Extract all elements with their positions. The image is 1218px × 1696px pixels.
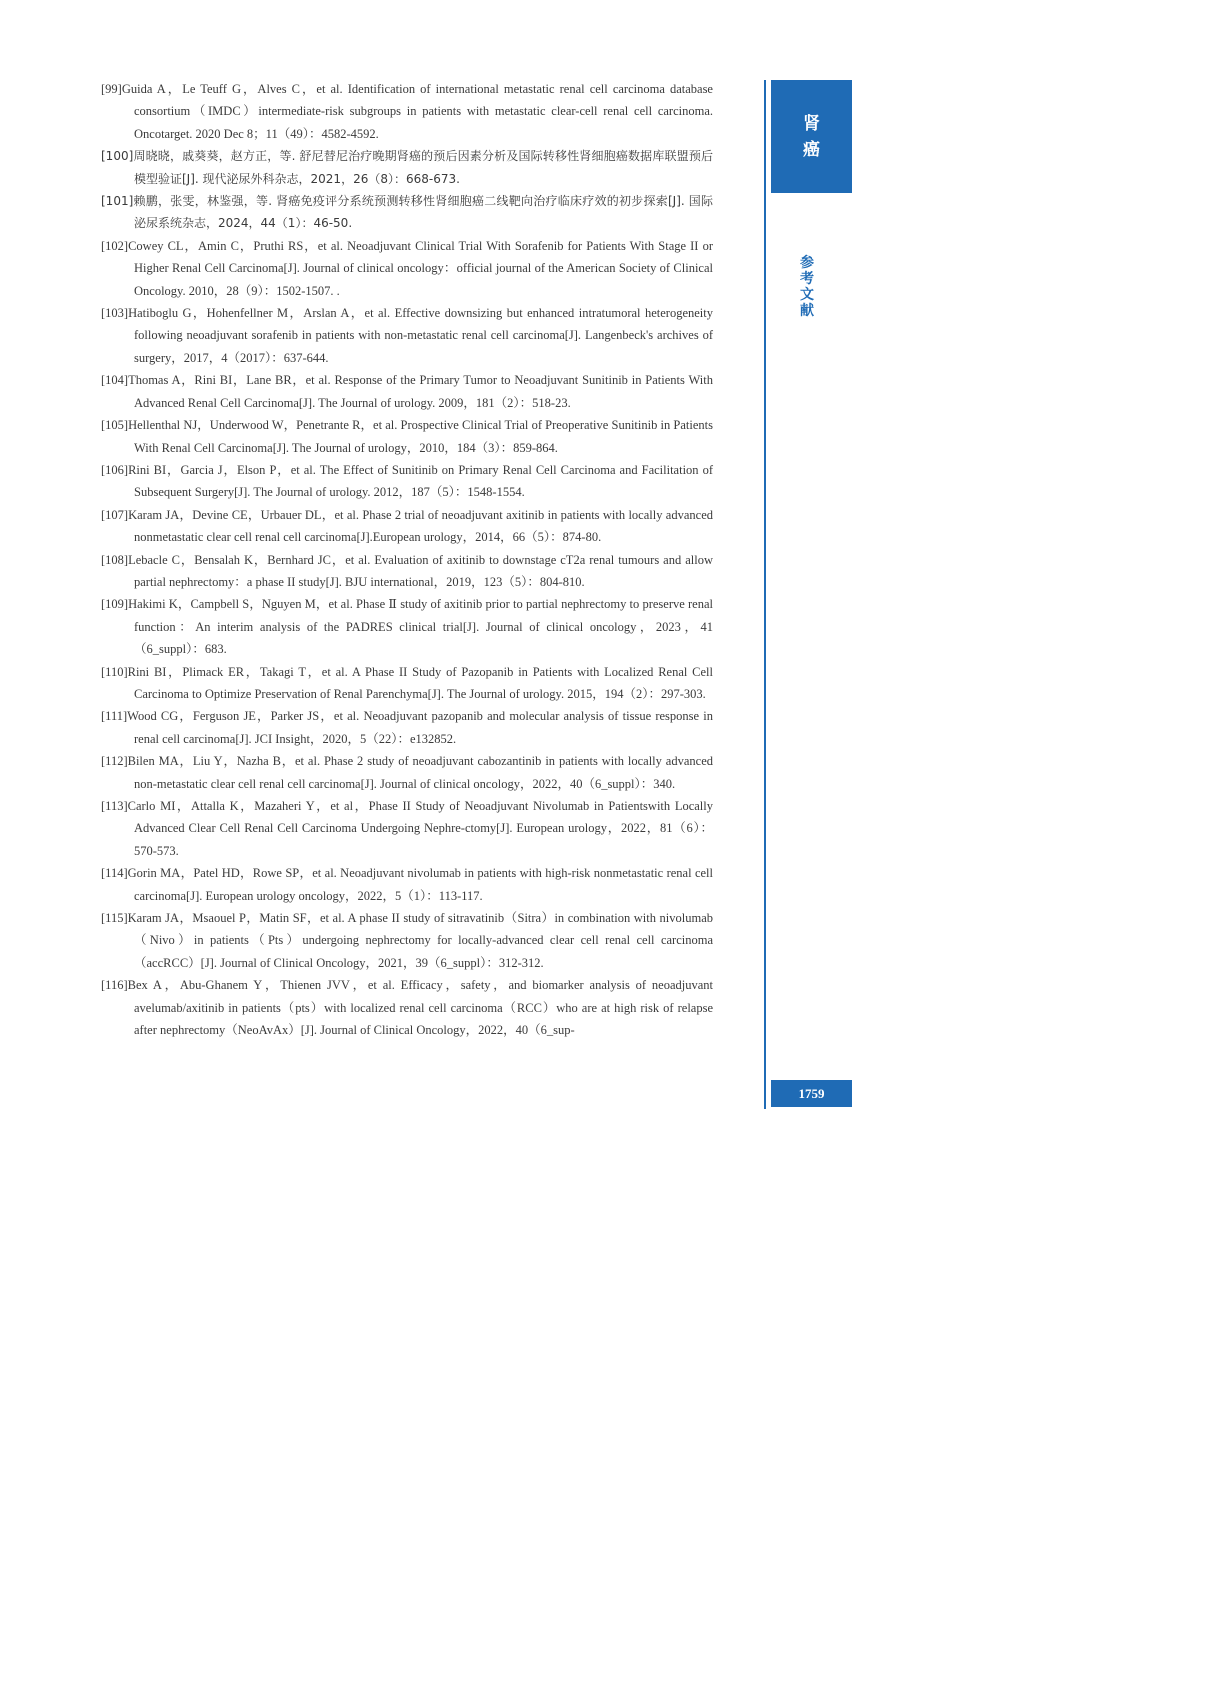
reference-item <box>101 78 713 145</box>
reference-item <box>101 190 713 235</box>
reference-number: [102] <box>101 238 129 253</box>
reference-number: [114] <box>101 866 128 881</box>
reference-text: Carlo MI，Attalla K，Mazaheri Y，et al，Phase II Study of Neoadjuvant Nivolumab in Patientswith Locally Advanced Clear Cell Renal Cell Carcinoma Undergoing Nephre-ctomy[J]. European urology，2022，81（6）：570-573. <box>127 799 713 858</box>
reference-item <box>101 414 713 459</box>
reference-item <box>101 145 713 190</box>
reference-number: [99] <box>101 82 122 96</box>
reference-text: Hatiboglu G，Hohenfellner M，Arslan A，et al. Effective downsizing but enhanced intratumoral heterogeneity following neoadjuvant sorafenib in patients with non-metastatic renal cell carcinoma[J]. Langenbeck's archives of surgery，2017，4（2017）：637-644. <box>128 306 713 365</box>
reference-text: Hakimi K，Campbell S，Nguyen M，et al. Phase Ⅱ study of axitinib prior to partial nephrectomy to preserve renal function：An interim analysis of the PADRES clinical trial[J]. Journal of clinical oncology，2023，41（6_suppl）：683. <box>128 597 713 657</box>
reference-number: [112] <box>101 754 128 769</box>
reference-item <box>101 504 713 549</box>
reference-text: Lebacle C，Bensalah K，Bernhard JC，et al. Evaluation of axitinib to downstage cT2a renal tumours and allow partial nephrectomy：a phase II study[J]. BJU international，2019，123（5）：804-810. <box>128 552 713 589</box>
reference-item <box>101 459 713 504</box>
category-tab <box>771 80 852 193</box>
category-label-top: 肾 <box>803 113 820 134</box>
reference-item <box>101 750 713 795</box>
reference-item <box>101 593 713 660</box>
page-number: 1759 <box>771 1080 852 1107</box>
reference-item <box>101 302 713 369</box>
reference-text: Rini BI，Garcia J，Elson P，et al. The Effect of Sunitinib on Primary Renal Cell Carcinoma and Facilitation of Subsequent Surgery[J]. The Journal of urology. 2012，187（5）：1548-1554. <box>128 462 713 500</box>
reference-item <box>101 795 713 862</box>
reference-text: Thomas A，Rini BI，Lane BR，et al. Response of the Primary Tumor to Neoadjuvant Sunitinib in Patients With Advanced Renal Cell Carcinoma[J]. The Journal of urology. 2009，181（2）：518-23. <box>128 373 713 410</box>
reference-text: Karam JA，Msaouel P，Matin SF，et al. A phase II study of sitravatinib（Sitra）in combination with nivolumab（Nivo）in patients（Pts）undergoing nephrectomy for locally-advanced clear cell renal cell carcinoma（accRCC）[J]. Journal of Clinical Oncology，2021，39（6_suppl）：312-312. <box>127 911 713 970</box>
section-char: 考 <box>800 271 814 287</box>
reference-number: [116] <box>101 978 128 993</box>
reference-number: [106] <box>101 462 129 477</box>
reference-number: [111] <box>101 709 128 724</box>
reference-text: Cowey CL，Amin C，Pruthi RS，et al. Neoadjuvant Clinical Trial With Sorafenib for Patients With Stage II or Higher Renal Cell Carcinoma[J]. Journal of clinical oncology：official journal of the American Society of Clinical Oncology. 2010，28（9）：1502-1507. . <box>128 238 713 298</box>
reference-text: Wood CG，Ferguson JE，Parker JS，et al. Neoadjuvant pazopanib and molecular analysis of tissue response in renal cell carcinoma[J]. JCI Insight，2020，5（22）：e132852. <box>127 709 713 746</box>
reference-number: [108] <box>101 552 129 567</box>
reference-item <box>101 235 713 302</box>
reference-text: Hellenthal NJ，Underwood W，Penetrante R，et al. Prospective Clinical Trial of Preoperative Sunitinib in Patients With Renal Cell Carcinoma[J]. The Journal of urology，2010，184（3）：859-864. <box>128 418 713 455</box>
reference-text: Guida A，Le Teuff G，Alves C，et al. Identification of international metastatic renal cell carcinoma database consortium（IMDC）intermediate-risk subgroups in patients with metastatic clear-cell renal cell carcinoma. Oncotarget. 2020 Dec 8；11（49）：4582-4592. <box>121 82 713 141</box>
sidebar-divider <box>764 80 766 1109</box>
reference-item <box>101 661 713 706</box>
reference-number: [109] <box>101 597 129 612</box>
reference-item <box>101 369 713 414</box>
reference-number: [103] <box>101 306 129 321</box>
reference-item <box>101 862 713 907</box>
reference-text: Gorin MA，Patel HD，Rowe SP，et al. Neoadjuvant nivolumab in patients with high-risk nonmetastatic renal cell carcinoma[J]. European urology oncology，2022，5（1）：113-117. <box>127 866 713 903</box>
reference-number: [100] <box>101 149 134 164</box>
reference-item <box>101 907 713 974</box>
reference-number: [107] <box>101 507 129 522</box>
reference-text: 赖鹏，张雯，林鉴强，等. 肾癌免疫评分系统预测转移性肾细胞癌二线靶向治疗临床疗效的初步探索[J]. 国际泌尿系统杂志，2024，44（1）：46-50. <box>133 194 713 231</box>
reference-text: 周晓晓，戚葵葵，赵方正，等. 舒尼替尼治疗晚期肾癌的预后因素分析及国际转移性肾细胞癌数据库联盟预后模型验证[J]. 现代泌尿外科杂志，2021，26（8）：668-673. <box>133 149 713 186</box>
section-char: 参 <box>800 255 814 271</box>
reference-text: Bex A，Abu-Ghanem Y，Thienen JVV，et al. Efficacy，safety，and biomarker analysis of neoadjuvant avelumab/axitinib in patients（pts）with localized renal cell carcinoma（RCC）who are at high risk of relapse after nephrectomy（NeoAvAx）[J]. Journal of Clinical Oncology，2022，40（6_sup- <box>127 978 713 1038</box>
section-char: 献 <box>800 303 814 319</box>
reference-number: [101] <box>101 194 134 209</box>
reference-text: Rini BI，Plimack ER，Takagi T，et al. A Phase II Study of Pazopanib in Patients with Localized Renal Cell Carcinoma to Optimize Preservation of Renal Parenchyma[J]. The Journal of urology. 2015，194（2）：297-303. <box>127 664 713 701</box>
reference-number: [105] <box>101 418 129 433</box>
section-label <box>798 255 816 319</box>
reference-text: Bilen MA，Liu Y，Nazha B，et al. Phase 2 study of neoadjuvant cabozantinib in patients with locally advanced non-metastatic clear cell renal cell carcinoma[J]. Journal of clinical oncology，2022，40（6_suppl）：340. <box>127 754 713 791</box>
reference-number: [113] <box>101 799 128 813</box>
reference-item <box>101 974 713 1041</box>
reference-item <box>101 549 713 594</box>
reference-number: [104] <box>101 373 129 388</box>
section-char: 文 <box>800 287 814 303</box>
category-label-bottom: 癌 <box>803 139 820 160</box>
reference-text: Karam JA，Devine CE，Urbauer DL，et al. Phase 2 trial of neoadjuvant axitinib in patients with locally advanced nonmetastatic clear cell renal cell carcinoma[J].European urology，2014，66（5）：874-80. <box>128 507 713 545</box>
reference-item <box>101 705 713 750</box>
reference-list <box>101 78 713 1041</box>
reference-number: [115] <box>101 911 128 926</box>
reference-number: [110] <box>101 664 128 679</box>
